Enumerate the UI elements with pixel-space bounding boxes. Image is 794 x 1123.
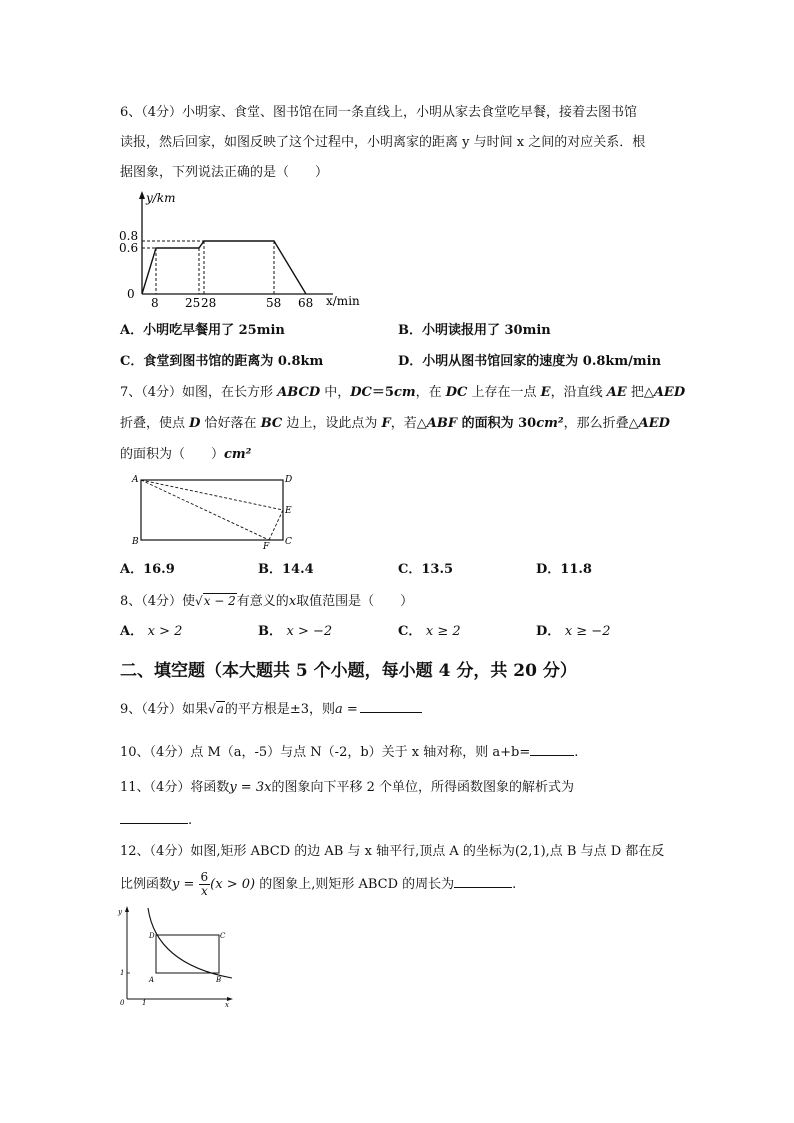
q11-answer-blank[interactable] [120, 811, 188, 824]
q12-y-arrow [125, 906, 129, 912]
q11-answer-line: . [120, 811, 192, 830]
q12-label-x: x [225, 1001, 229, 1009]
q6-line2: 读报，然后回家，如图反映了这个过程中，小明离家的距离 y 与时间 x 之间的对应关系．根 [120, 135, 646, 150]
q8-radical: √x − 2 [195, 594, 236, 608]
q9-line: 9、（4分）如果√a的平方根是±3，则a = [120, 700, 422, 719]
section-fill-in-heading: 二、填空题（本大题共 5 个小题，每小题 4 分，共 20 分） [120, 661, 577, 681]
q6-ytick-06: 0.6 [119, 241, 139, 255]
q10-answer-blank[interactable] [530, 743, 574, 756]
q6-line3: 据图象，下列说法正确的是（ ） [120, 165, 329, 180]
q7-line-fe [269, 510, 283, 540]
q9-radical: √a [208, 702, 224, 716]
q8-option-c: C． x ≥ 2 [398, 624, 461, 639]
q12-answer-blank[interactable] [454, 875, 512, 888]
q7-option-c: C．13.5 [398, 562, 454, 577]
q6-line1: 6、（4分）小明家、食堂、图书馆在同一条直线上，小明从家去食堂吃早餐，接着去图书馆 [120, 105, 638, 120]
q7-line-ae [141, 480, 283, 510]
q12-line2: 比例函数y = $\frac{6}{x}$ (x > 0) 的图象上,则矩形 ABCD 的周长为 . [120, 870, 517, 898]
q12-label-1x: 1 [142, 999, 147, 1007]
q6-ytick-08: 0.8 [119, 229, 139, 243]
q6-option-a: A．小明吃早餐用了 25min [120, 323, 285, 338]
q7-label-e: E [285, 506, 292, 516]
q9-answer-blank[interactable] [360, 700, 422, 713]
q6-y-label: y/km [146, 191, 176, 205]
q7-option-b: B．14.4 [258, 562, 314, 577]
q6-option-d: D．小明从图书馆回家的速度为 0.8km/min [398, 354, 662, 369]
q6-option-b: B．小明读报用了 30min [398, 323, 551, 338]
q12-label-y: y [118, 908, 122, 916]
q7-line2: 折叠，使点 D 恰好落在 BC 边上，设此点为 F，若△ABF 的面积为 30cm²，那么折叠△AED [120, 416, 670, 431]
q6-xtick-8: 8 [151, 296, 159, 310]
q7-label-b: B [132, 537, 139, 547]
q7-label-f: F [263, 542, 270, 550]
q12-label-a: A [149, 976, 155, 984]
q8-line1: 8、（4分）使√x − 2有意义的x取值范围是（ ） [120, 594, 414, 609]
q6-graph [115, 188, 375, 313]
q12-label-1y: 1 [120, 969, 125, 977]
q7-option-a: A．16.9 [120, 562, 175, 577]
q10-line: 10、（4分）点 M（a，-5）与点 N（-2，b）关于 x 轴对称，则 a+b= . [120, 745, 579, 760]
q6-xtick-25: 25 [185, 296, 201, 310]
q11-line: 11、（4分）将函数y = 3x的图象向下平移 2 个单位，所得函数图象的解析式为 [120, 780, 574, 795]
q12-label-b: B [216, 976, 222, 984]
q7-label-a: A [132, 475, 139, 485]
q7-rect-abcd [141, 480, 283, 540]
q12-rect-abcd [156, 935, 219, 973]
q6-xtick-68: 68 [298, 296, 314, 310]
q12-label-o: 0 [120, 999, 125, 1007]
q6-option-c: C．食堂到图书馆的距离为 0.8km [120, 354, 324, 369]
q7-line3: 的面积为（ ）cm² [120, 447, 252, 462]
q7-option-d: D．11.8 [536, 562, 592, 577]
q6-x-label: x/min [326, 294, 360, 308]
q7-line1: 7、（4分）如图，在长方形 ABCD 中，DC＝5cm，在 DC 上存在一点 E，沿直线 AE 把△AED [120, 385, 686, 400]
q12-line1: 12、（4分）如图,矩形 ABCD 的边 AB 与 x 轴平行,顶点 A 的坐标为(2,1),点 B 与点 D 都在反 [120, 844, 665, 859]
q6-y-arrow [139, 191, 145, 199]
q6-distance-line [142, 241, 306, 294]
q6-xtick-58: 58 [266, 296, 282, 310]
q8-option-b: B． x > −2 [258, 624, 333, 639]
q7-rectangle-figure [128, 470, 298, 550]
q6-origin: 0 [127, 287, 135, 301]
q6-xtick-28: 28 [201, 296, 217, 310]
q8-option-d: D． x ≥ −2 [536, 624, 611, 639]
q12-fraction: $\frac{6}{x}$ [200, 870, 209, 898]
q12-label-d: D [149, 932, 155, 940]
q7-label-d: D [285, 475, 293, 485]
q12-label-c: C [220, 932, 226, 940]
q8-option-a: A． x > 2 [120, 624, 183, 639]
q7-line-af [141, 480, 269, 540]
q7-label-c: C [285, 537, 292, 547]
q12-graph [112, 904, 242, 1009]
